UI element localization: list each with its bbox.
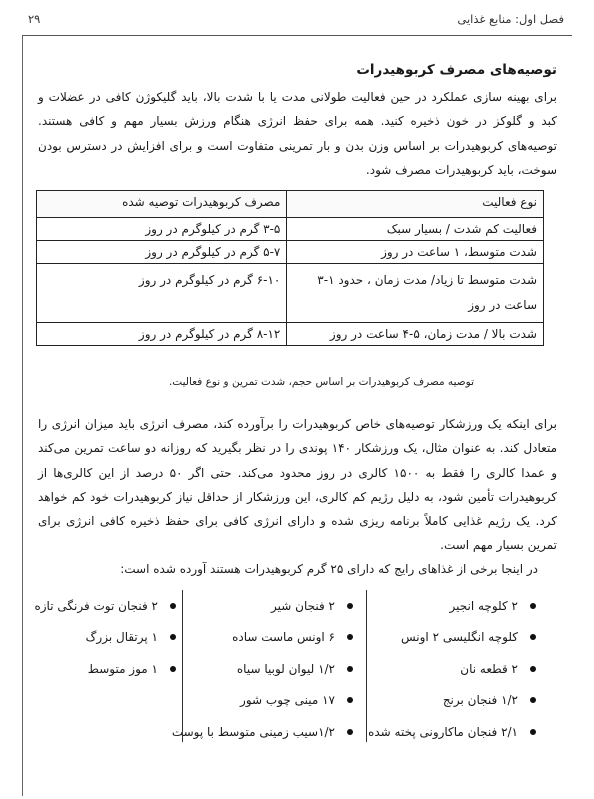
list-item bbox=[34, 653, 176, 685]
list-item bbox=[34, 590, 176, 622]
food-item-label: ۱/۲سیب زمینی متوسط با پوست bbox=[171, 724, 335, 739]
body-paragraph: برای اینکه یک ورزشکار توصیه‌های خاص کربوهیدرات را برآورده کند، مصرف انرژی باید میزان انرژی را متعادل کند. به عنوان مثال، یک ورزشکار ۱۴۰ پوندی را در نظر بگیرید که روزانه دو ساعت تمرین می‌کند و عمدا کالری را فقط به ۱۵۰۰ کالری در روز محدود می‌کند. حتی اگر ۵۰ درصد از این کالری‌ها از کربوهیدرات تأمین شود، به دلیل رژیم کم کالری، این ورزشکار از حداقل نیاز کربوهیدرات خود کم خواهد کرد. یک رژیم غذایی کاملاً برنامه ریزی شده و دارای انرژی کافی برای حفظ ذخیره کافی انرژی برای تمرین بسیار مهم است. bbox=[38, 417, 557, 553]
food-item-label: ۲/۱ فنجان ماکارونی پخته شده bbox=[368, 724, 518, 739]
table-row bbox=[37, 323, 544, 346]
food-item-label: کلوچه انگلیسی ۲ اونس bbox=[400, 630, 518, 645]
table-cell-intake: ۵-۷ گرم در کیلوگرم در روز bbox=[37, 241, 287, 264]
list-item bbox=[368, 685, 536, 717]
table-cell-activity: شدت متوسط، ۱ ساعت در روز bbox=[287, 241, 544, 264]
list-item bbox=[172, 590, 353, 622]
bullet-icon bbox=[530, 603, 536, 609]
food-list-column-1 bbox=[368, 590, 536, 748]
header-divider bbox=[22, 35, 572, 36]
page-number: ۲۹ bbox=[28, 12, 41, 26]
list-item bbox=[172, 685, 353, 717]
table-cell-activity: فعالیت کم شدت / بسیار سبک bbox=[287, 218, 544, 241]
list-item bbox=[368, 653, 536, 685]
table-header-activity: نوع فعالیت bbox=[287, 191, 544, 218]
bullet-icon bbox=[530, 729, 536, 735]
bullet-icon bbox=[347, 634, 353, 640]
bullet-icon bbox=[347, 697, 353, 703]
list-item bbox=[368, 716, 536, 748]
food-item-label: ۲ قطعه نان bbox=[460, 661, 518, 676]
food-item-label: ۱ موز متوسط bbox=[87, 661, 158, 676]
bullet-icon bbox=[347, 603, 353, 609]
food-item-label: ۶ اونس ماست ساده bbox=[232, 630, 335, 645]
table-cell-intake: ۳-۵ گرم در کیلوگرم در روز bbox=[37, 218, 287, 241]
food-item-label: ۱/۲ لیوان لوبیا سیاه bbox=[236, 661, 335, 676]
list-intro: در اینجا برخی از غذاهای رایج که دارای ۲۵ گرم کربوهیدرات هستند آورده شده است: bbox=[120, 562, 538, 576]
table-header-intake: مصرف کربوهیدرات توصیه شده bbox=[37, 191, 287, 218]
column-divider bbox=[366, 590, 367, 742]
table-caption: توصیه مصرف کربوهیدرات بر اساس حجم، شدت تمرین و نوع فعالیت. bbox=[168, 376, 474, 388]
chapter-title: فصل اول: منابع غذایی bbox=[457, 12, 564, 26]
bullet-icon bbox=[347, 729, 353, 735]
table-cell-activity: شدت متوسط تا زیاد/ مدت زمان ، حدود ۱-۳ ساعت در روز bbox=[287, 264, 544, 323]
table-cell-intake: ۸-۱۲ گرم در کیلوگرم در روز bbox=[37, 323, 287, 346]
bullet-icon bbox=[530, 666, 536, 672]
table-cell-activity: شدت بالا / مدت زمان، ۵-۴ ساعت در روز bbox=[287, 323, 544, 346]
table-cell-intake: ۶-۱۰ گرم در کیلوگرم در روز bbox=[37, 264, 287, 323]
food-item-label: ۲ فنجان توت فرنگی تازه bbox=[34, 598, 158, 613]
page-header bbox=[28, 9, 564, 29]
food-list-column-2 bbox=[172, 590, 353, 748]
list-item bbox=[172, 622, 353, 654]
list-item bbox=[172, 653, 353, 685]
bullet-icon bbox=[170, 666, 176, 672]
table-row bbox=[37, 218, 544, 241]
section-title: توصیه‌های مصرف کربوهیدرات bbox=[356, 62, 557, 78]
bullet-icon bbox=[170, 634, 176, 640]
food-item-label: ۱۷ مینی چوب شور bbox=[240, 693, 335, 708]
carb-recommendation-table bbox=[36, 190, 544, 346]
list-item bbox=[368, 590, 536, 622]
list-item bbox=[172, 716, 353, 748]
food-list-column-3 bbox=[34, 590, 176, 685]
bullet-icon bbox=[170, 603, 176, 609]
table-row bbox=[37, 241, 544, 264]
intro-paragraph: برای بهینه سازی عملکرد در حین فعالیت طولانی مدت یا با شدت بالا، باید گلیکوژن کافی در عضلات و کبد و گلوکز در خون ذخیره کنید. همه برای حفظ انرژی هنگام ورزش بسیار مهم و کافی هستند. توصیه‌های کربوهیدرات بر اساس وزن بدن و بار تمرینی متفاوت است و برای افزایش در دسترس بودن سوخت، باید کربوهیدرات مصرف شود. bbox=[38, 90, 557, 177]
food-item-label: ۲ فنجان شیر bbox=[271, 598, 335, 613]
bullet-icon bbox=[347, 666, 353, 672]
table-header-row bbox=[37, 191, 544, 218]
margin-line bbox=[22, 36, 23, 796]
bullet-icon bbox=[530, 697, 536, 703]
bullet-icon bbox=[530, 634, 536, 640]
food-item-label: ۱/۲ فنجان برنج bbox=[442, 693, 518, 708]
food-item-label: ۱ پرتقال بزرگ bbox=[85, 630, 158, 645]
list-item bbox=[34, 622, 176, 654]
table-row bbox=[37, 264, 544, 323]
list-item bbox=[368, 622, 536, 654]
food-item-label: ۲ کلوچه انجیر bbox=[449, 598, 518, 613]
column-divider bbox=[182, 590, 183, 742]
